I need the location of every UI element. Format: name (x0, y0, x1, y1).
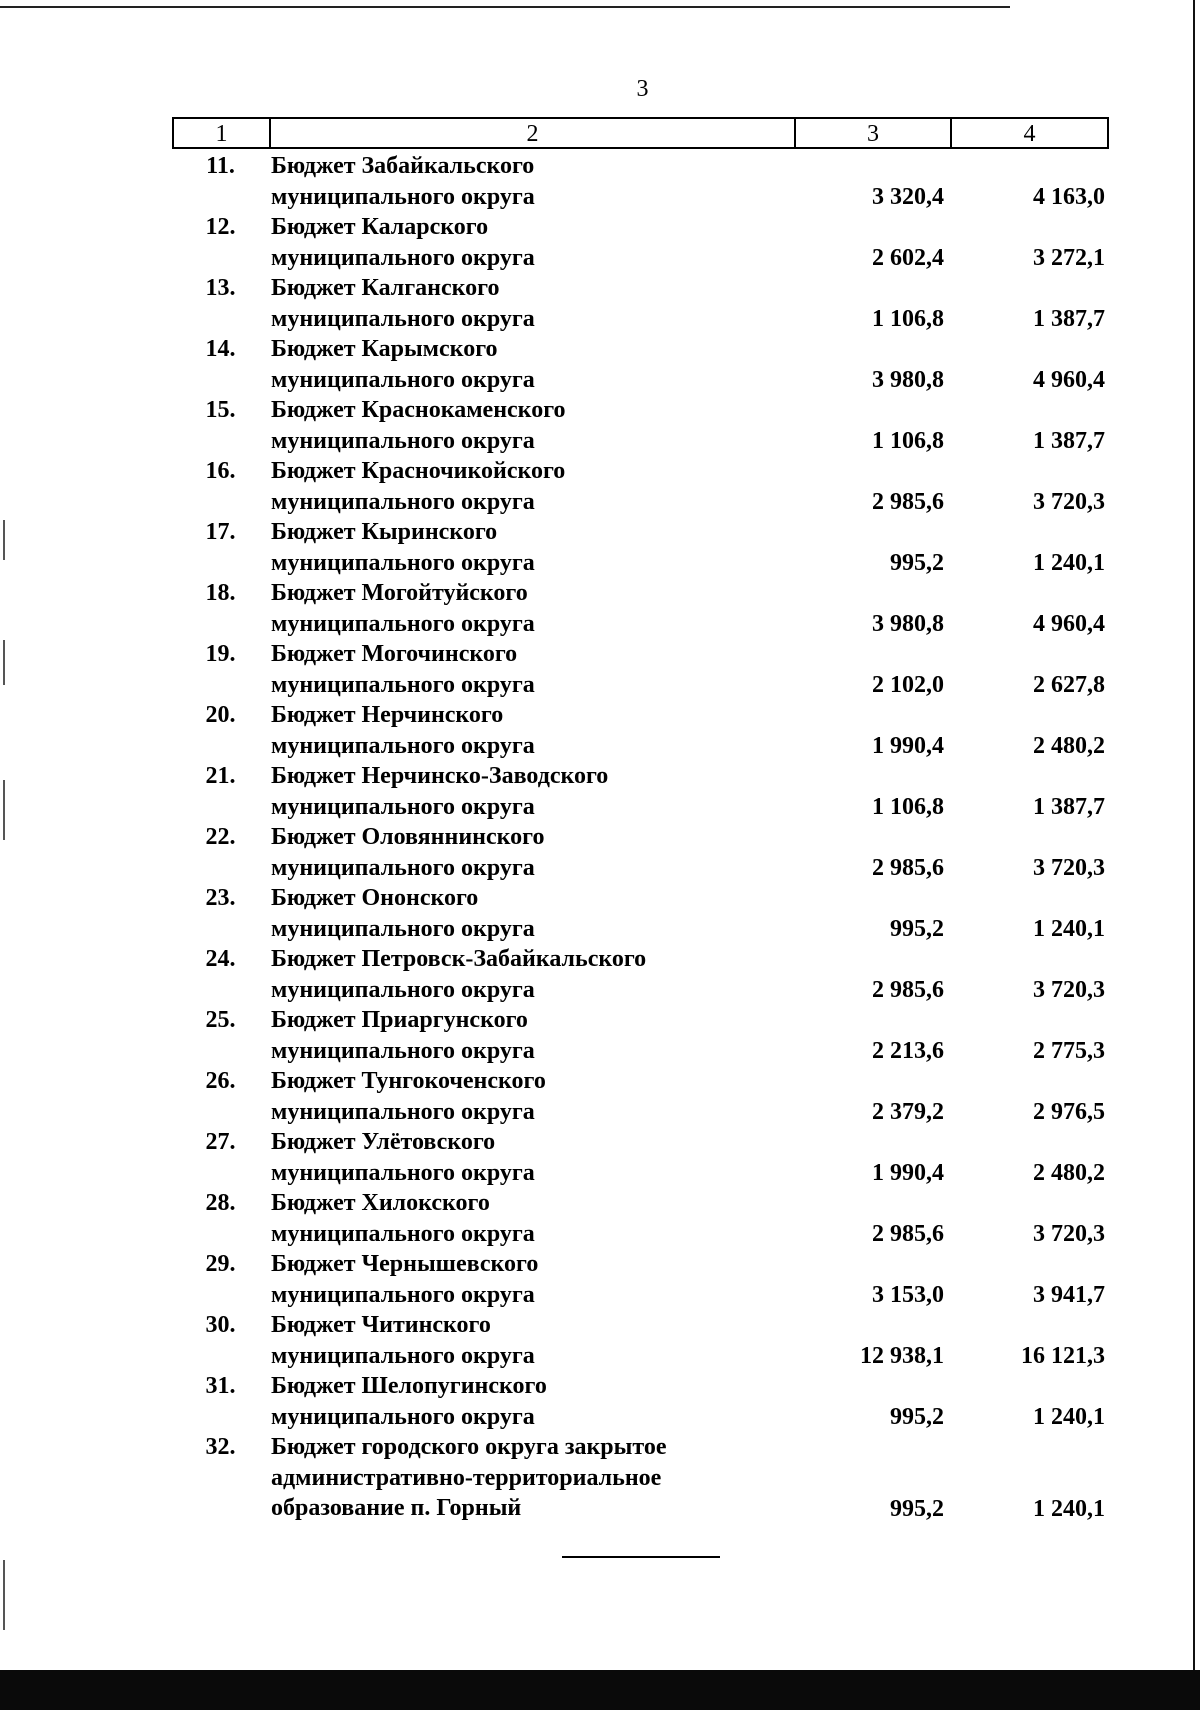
table-row (172, 883, 1109, 944)
row-value-col4: 3 720,3 (1033, 855, 1105, 881)
row-name-line1: Бюджет Калганского (271, 275, 500, 301)
table-row (172, 456, 1109, 517)
row-name-line1: Бюджет Забайкальского (271, 153, 535, 179)
row-name (269, 883, 794, 944)
row-name-line2: муниципального округа (271, 1037, 535, 1064)
row-value-col3: 3 980,8 (872, 367, 944, 393)
row-value-col4: 1 240,1 (1033, 1496, 1105, 1522)
scan-edge-line (1193, 0, 1195, 1670)
row-name-line2: муниципального округа (271, 1281, 535, 1308)
table-row (172, 822, 1109, 883)
row-number: 27. (205, 1129, 236, 1155)
row-name (269, 517, 794, 578)
table-row (172, 944, 1109, 1005)
row-value-col4: 1 387,7 (1033, 794, 1105, 820)
row-name (269, 334, 794, 395)
header-cell-3: 3 (796, 119, 952, 147)
row-name (269, 761, 794, 822)
table-row (172, 212, 1109, 273)
row-name-line1: Бюджет Нерчинско-Заводского (271, 763, 609, 789)
row-number: 19. (205, 641, 236, 667)
row-value-col3: 2 213,6 (872, 1038, 944, 1064)
table-row (172, 273, 1109, 334)
table-body (172, 151, 1109, 1524)
table-row (172, 1249, 1109, 1310)
row-name-line1: Бюджет Ононского (271, 885, 479, 911)
table-row (172, 1371, 1109, 1432)
row-value-col3: 1 106,8 (872, 428, 944, 454)
table-row (172, 151, 1109, 212)
row-name (269, 395, 794, 456)
row-name-line1: Бюджет городского округа закрытое (271, 1434, 667, 1460)
row-number: 24. (205, 946, 236, 972)
row-value-col4: 3 272,1 (1033, 245, 1105, 271)
table-row (172, 700, 1109, 761)
row-name-line2: муниципального округа (271, 1159, 535, 1186)
row-value-col4: 1 387,7 (1033, 306, 1105, 332)
table-row (172, 1188, 1109, 1249)
row-name-line1: Бюджет Красночикойского (271, 458, 566, 484)
row-value-col3: 2 985,6 (872, 1221, 944, 1247)
row-name (269, 944, 794, 1005)
row-number: 21. (205, 763, 236, 789)
row-name-line2: муниципального округа (271, 915, 535, 942)
row-name-line3: образование п. Горный (271, 1495, 522, 1521)
row-value-col4: 2 976,5 (1033, 1099, 1105, 1125)
row-name (269, 700, 794, 761)
row-name (269, 456, 794, 517)
row-name-line1: Бюджет Карымского (271, 336, 498, 362)
table-row (172, 517, 1109, 578)
page-number: 3 (636, 76, 649, 102)
row-number: 31. (205, 1373, 236, 1399)
row-value-col4: 4 960,4 (1033, 611, 1105, 637)
row-name-line1: Бюджет Нерчинского (271, 702, 504, 728)
row-name (269, 1066, 794, 1127)
row-number: 23. (205, 885, 236, 911)
row-number: 15. (205, 397, 236, 423)
row-number: 32. (205, 1434, 236, 1460)
row-name-line2: муниципального округа (271, 366, 535, 393)
row-value-col4: 1 387,7 (1033, 428, 1105, 454)
row-name-line1: Бюджет Оловяннинского (271, 824, 545, 850)
row-value-col4: 1 240,1 (1033, 916, 1105, 942)
row-value-col3: 995,2 (890, 1404, 944, 1430)
row-name-line2: муниципального округа (271, 427, 535, 454)
row-value-col4: 4 163,0 (1033, 184, 1105, 210)
table-row (172, 1066, 1109, 1127)
table-row (172, 639, 1109, 700)
header-cell-4: 4 (1023, 121, 1036, 147)
header-cell-1: 1 (174, 119, 271, 147)
scan-artifact (3, 780, 5, 840)
row-value-col4: 1 240,1 (1033, 1404, 1105, 1430)
row-name-line2: муниципального округа (271, 1220, 535, 1247)
row-name (269, 212, 794, 273)
row-name-line1: Бюджет Петровск-Забайкальского (271, 946, 647, 972)
row-value-col3: 995,2 (890, 1496, 944, 1522)
row-value-col3: 1 990,4 (872, 1160, 944, 1186)
row-name-line1: Бюджет Шелопугинского (271, 1373, 547, 1399)
row-name-line2: муниципального округа (271, 244, 535, 271)
row-name (269, 1371, 794, 1432)
row-name-line2: муниципального округа (271, 854, 535, 881)
row-name-line2: муниципального округа (271, 671, 535, 698)
row-name-line2: муниципального округа (271, 1098, 535, 1125)
scan-artifact (3, 1560, 5, 1630)
row-value-col4: 2 480,2 (1033, 1160, 1105, 1186)
row-name (269, 1310, 794, 1371)
row-number: 28. (205, 1190, 236, 1216)
row-value-col3: 3 980,8 (872, 611, 944, 637)
table-row (172, 1127, 1109, 1188)
row-number: 13. (205, 275, 236, 301)
row-name (269, 578, 794, 639)
row-name (269, 1432, 794, 1524)
row-value-col3: 2 102,0 (872, 672, 944, 698)
row-number: 20. (205, 702, 236, 728)
row-name-line2: муниципального округа (271, 976, 535, 1003)
row-number: 18. (205, 580, 236, 606)
row-number: 29. (205, 1251, 236, 1277)
row-name-line1: Бюджет Могочинского (271, 641, 518, 667)
row-name (269, 151, 794, 212)
row-value-col4: 16 121,3 (1021, 1343, 1105, 1369)
scan-artifact (3, 640, 5, 685)
row-value-col3: 1 990,4 (872, 733, 944, 759)
row-value-col3: 2 985,6 (872, 489, 944, 515)
row-name-line2: административно-территориальное (271, 1464, 662, 1491)
row-number: 16. (205, 458, 236, 484)
row-value-col4: 2 480,2 (1033, 733, 1105, 759)
row-name-line2: муниципального округа (271, 305, 535, 332)
row-name-line2: муниципального округа (271, 488, 535, 515)
row-name (269, 822, 794, 883)
row-name (269, 1188, 794, 1249)
row-value-col3: 995,2 (890, 550, 944, 576)
row-value-col4: 3 720,3 (1033, 489, 1105, 515)
row-name-line1: Бюджет Краснокаменского (271, 397, 566, 423)
row-name-line2: муниципального округа (271, 1342, 535, 1369)
table-row (172, 395, 1109, 456)
row-value-col3: 2 985,6 (872, 855, 944, 881)
row-number: 11. (206, 153, 235, 179)
table-row (172, 1005, 1109, 1066)
header-cell-2: 2 (271, 119, 796, 147)
row-name-line2: муниципального округа (271, 610, 535, 637)
row-name-line2: муниципального округа (271, 1403, 535, 1430)
row-value-col4: 3 941,7 (1033, 1282, 1105, 1308)
row-value-col3: 3 153,0 (872, 1282, 944, 1308)
row-number: 12. (205, 214, 236, 240)
row-name-line1: Бюджет Приаргунского (271, 1007, 528, 1033)
scan-edge-line (0, 6, 1010, 8)
row-name-line2: муниципального округа (271, 732, 535, 759)
table-row (172, 578, 1109, 639)
row-name-line1: Бюджет Каларского (271, 214, 489, 240)
row-name (269, 1249, 794, 1310)
row-value-col3: 3 320,4 (872, 184, 944, 210)
row-value-col4: 2 627,8 (1033, 672, 1105, 698)
row-name (269, 273, 794, 334)
row-number: 14. (205, 336, 236, 362)
row-name (269, 639, 794, 700)
row-number: 17. (205, 519, 236, 545)
row-value-col3: 2 985,6 (872, 977, 944, 1003)
end-of-table-rule (562, 1556, 720, 1558)
table-row-last (172, 1432, 1109, 1524)
row-name-line1: Бюджет Хилокского (271, 1190, 490, 1216)
row-value-col3: 12 938,1 (860, 1343, 944, 1369)
row-name (269, 1127, 794, 1188)
scan-artifact (3, 520, 5, 560)
row-name-line1: Бюджет Могойтуйского (271, 580, 528, 606)
row-name (269, 1005, 794, 1066)
row-name-line2: муниципального округа (271, 183, 535, 210)
table-row (172, 761, 1109, 822)
row-value-col4: 4 960,4 (1033, 367, 1105, 393)
row-value-col4: 1 240,1 (1033, 550, 1105, 576)
table-row (172, 334, 1109, 395)
row-value-col3: 1 106,8 (872, 306, 944, 332)
table-row (172, 1310, 1109, 1371)
row-value-col3: 1 106,8 (872, 794, 944, 820)
scan-edge-bar (0, 1670, 1200, 1710)
row-value-col4: 3 720,3 (1033, 977, 1105, 1003)
row-name-line1: Бюджет Читинского (271, 1312, 491, 1338)
row-number: 22. (205, 824, 236, 850)
row-name-line1: Бюджет Улётовского (271, 1129, 496, 1155)
row-name-line1: Бюджет Чернышевского (271, 1251, 539, 1277)
row-value-col4: 3 720,3 (1033, 1221, 1105, 1247)
table-header (172, 117, 1109, 149)
row-name-line1: Бюджет Кыринского (271, 519, 498, 545)
row-number: 25. (205, 1007, 236, 1033)
row-name-line2: муниципального округа (271, 793, 535, 820)
row-value-col3: 995,2 (890, 916, 944, 942)
row-name-line1: Бюджет Тунгокоченского (271, 1068, 546, 1094)
row-value-col3: 2 379,2 (872, 1099, 944, 1125)
row-value-col4: 2 775,3 (1033, 1038, 1105, 1064)
row-number: 26. (205, 1068, 236, 1094)
row-name-line2: муниципального округа (271, 549, 535, 576)
row-number: 30. (205, 1312, 236, 1338)
row-value-col3: 2 602,4 (872, 245, 944, 271)
